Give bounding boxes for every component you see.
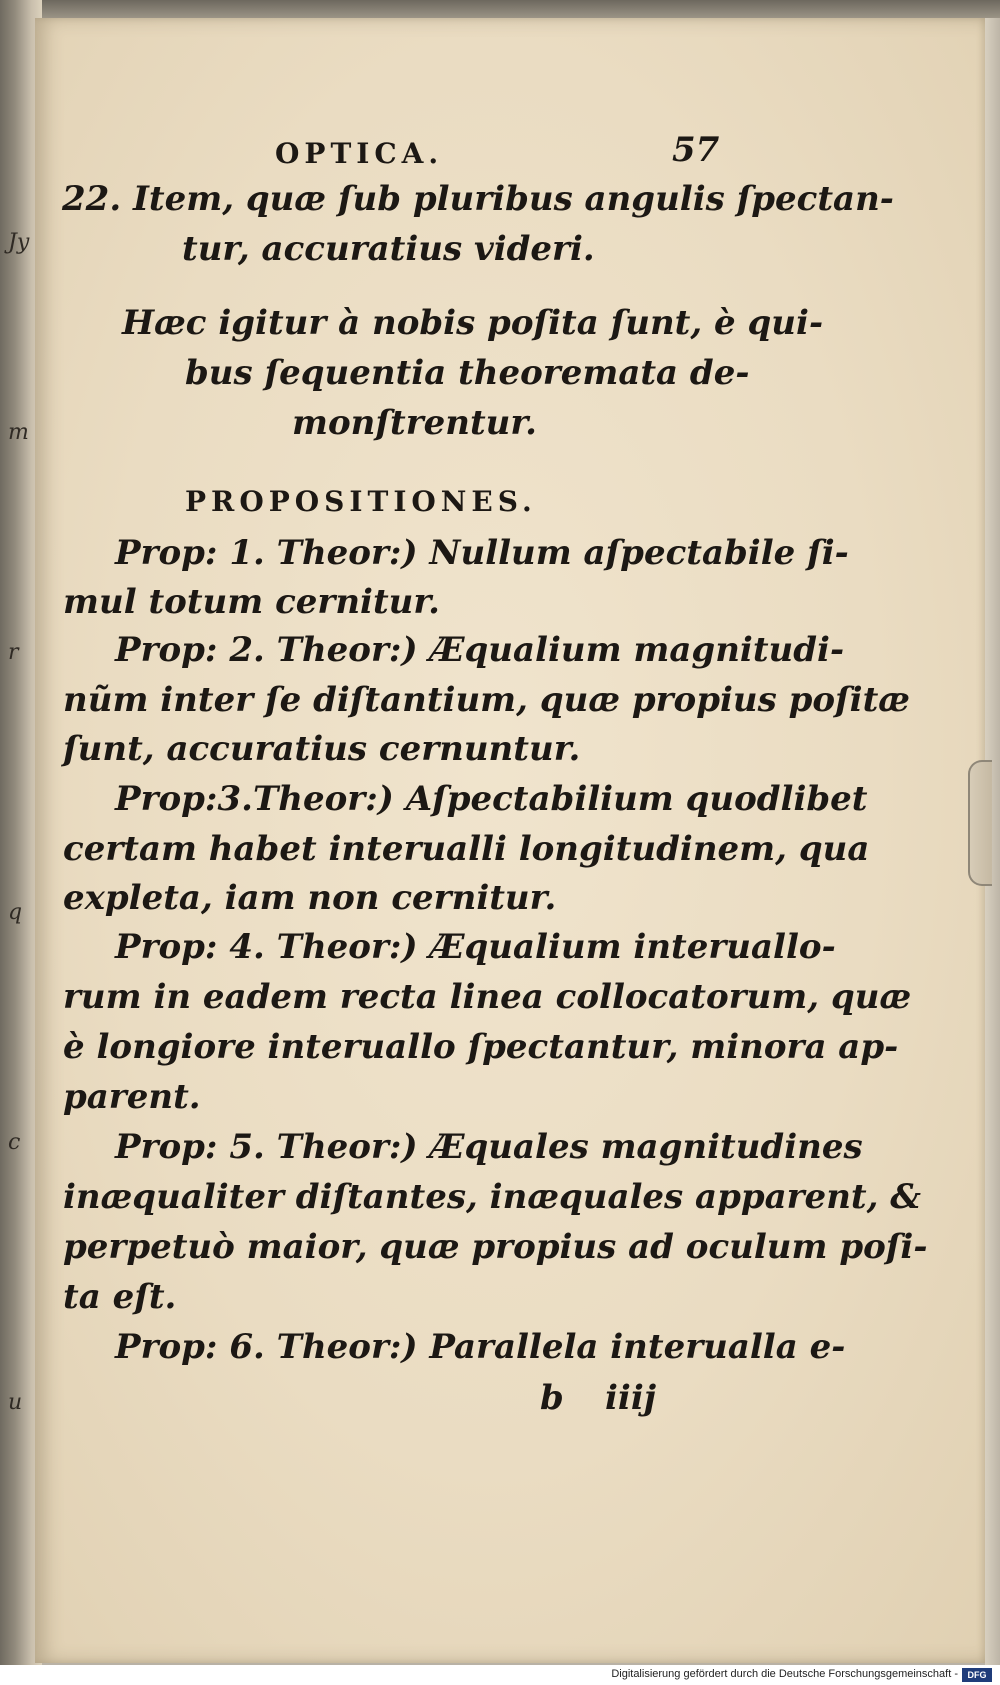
text-line: Hæc igitur à nobis poſita ſunt, è qui- bbox=[122, 303, 824, 343]
text-line: tur, accuratius videri. bbox=[182, 229, 595, 269]
proposition-line: mul totum cernitur. bbox=[63, 582, 441, 622]
proposition-line: ſunt, accuratius cernuntur. bbox=[63, 729, 581, 769]
proposition-line: nũm inter ſe diſtantium, quæ propius poſitæ bbox=[63, 680, 910, 720]
margin-mark: q bbox=[8, 900, 23, 925]
text-line: 22. Item, quæ ſub pluribus angulis ſpectan- bbox=[62, 179, 894, 219]
proposition-line: Prop:3.Theor:) Aſpectabilium quodlibet bbox=[115, 779, 868, 819]
text-line: bus ſequentia theoremata de- bbox=[185, 353, 750, 393]
margin-mark: Jy bbox=[8, 230, 30, 255]
proposition-line: Prop: 5. Theor:) Æquales magnitudines bbox=[115, 1127, 863, 1167]
proposition-line: rum in eadem recta linea collocatorum, quæ bbox=[63, 977, 912, 1017]
proposition-line: Prop: 4. Theor:) Æqualium interuallo- bbox=[115, 927, 836, 967]
proposition-line: parent. bbox=[63, 1077, 201, 1117]
proposition-line: expleta, iam non cernitur. bbox=[63, 878, 557, 918]
proposition-line: ta eſt. bbox=[63, 1277, 177, 1317]
signature-mark: b bbox=[540, 1378, 564, 1418]
running-head: OPTICA. bbox=[275, 137, 444, 170]
margin-mark: r bbox=[8, 640, 19, 665]
digitization-footer bbox=[0, 1665, 1000, 1685]
proposition-line: perpetuò maior, quæ propius ad oculum poſi- bbox=[63, 1227, 928, 1267]
proposition-line: inæqualiter diſtantes, inæquales apparent, & bbox=[63, 1177, 921, 1217]
dfg-logo: DFG bbox=[962, 1668, 992, 1682]
footer-credit: Digitalisierung gefördert durch die Deutsche Forschungsgemeinschaft - bbox=[611, 1668, 958, 1680]
proposition-line: Prop: 1. Theor:) Nullum aſpectabile ſi- bbox=[115, 533, 849, 573]
margin-mark: c bbox=[8, 1130, 21, 1155]
proposition-line: è longiore interuallo ſpectantur, minora ap- bbox=[63, 1027, 899, 1067]
margin-mark: u bbox=[8, 1390, 23, 1415]
section-heading: PROPOSITIONES. bbox=[185, 485, 537, 518]
page-number: 57 bbox=[672, 130, 720, 170]
text-line: monſtrentur. bbox=[292, 403, 538, 443]
margin-mark: m bbox=[8, 420, 29, 445]
proposition-line: Prop: 6. Theor:) Parallela interualla e- bbox=[115, 1327, 846, 1367]
proposition-line: certam habet interualli longitudinem, qua bbox=[63, 829, 870, 869]
proposition-line: Prop: 2. Theor:) Æqualium magnitudi- bbox=[115, 630, 845, 670]
signature-numeral: iiij bbox=[605, 1378, 657, 1418]
